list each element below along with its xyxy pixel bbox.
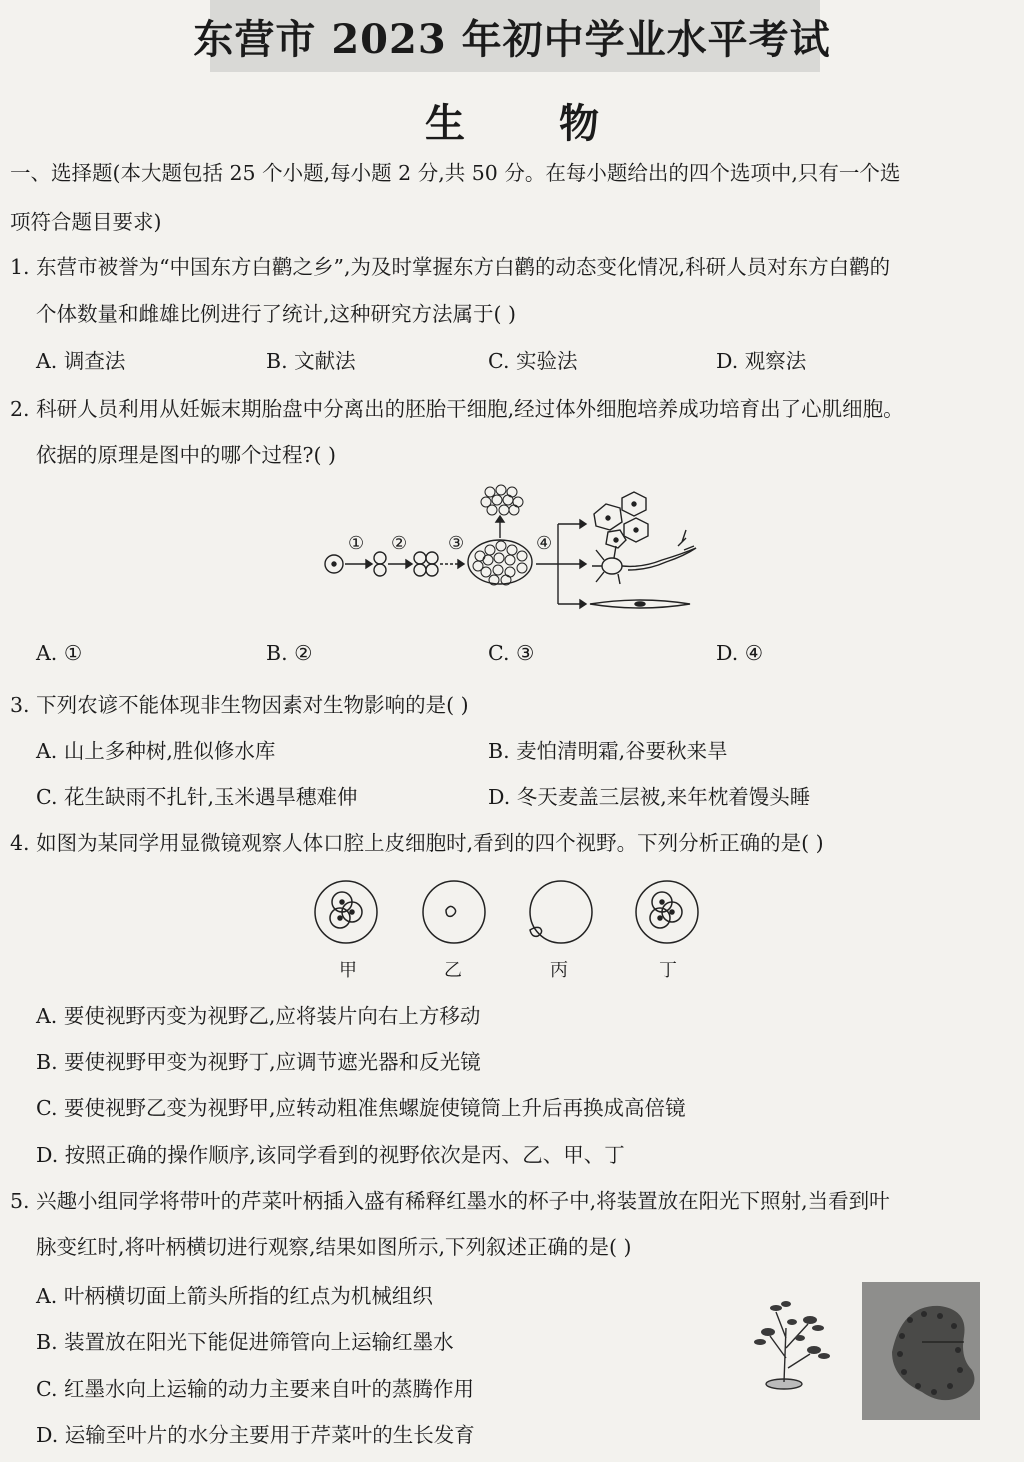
microscope-views-diagram bbox=[312, 878, 704, 950]
q3-option-c: C. 花生缺雨不扎针,玉米遇旱穗难伸 bbox=[36, 785, 358, 809]
section-heading-1: 一、选择题(本大题包括 25 个小题,每小题 2 分,共 50 分。在每小题给出的四个选项中,只有一个选 bbox=[10, 161, 901, 185]
q2-stem-2: 依据的原理是图中的哪个过程?( ) bbox=[36, 443, 337, 467]
q3-option-d: D. 冬天麦盖三层被,来年枕着馒头睡 bbox=[488, 785, 811, 809]
view-label-bing: 丙 bbox=[550, 960, 568, 981]
q2-stem-1: 2. 科研人员利用从妊娠末期胎盘中分离出的胚胎干细胞,经过体外细胞培养成功培育出了心肌细胞。 bbox=[10, 397, 904, 421]
q1-option-c: C. 实验法 bbox=[488, 349, 578, 373]
fig-label-3: ③ bbox=[448, 533, 465, 554]
view-label-jia: 甲 bbox=[339, 960, 357, 981]
fig-label-2: ② bbox=[391, 533, 408, 554]
q5-option-b: B. 装置放在阳光下能促进筛管向上运输红墨水 bbox=[36, 1330, 454, 1354]
q4-option-b: B. 要使视野甲变为视野丁,应调节遮光器和反光镜 bbox=[36, 1050, 481, 1074]
exam-title: 东营市 2023 年初中学业水平考试 bbox=[193, 16, 831, 63]
fig-label-4: ④ bbox=[536, 533, 553, 554]
q4-option-a: A. 要使视野丙变为视野乙,应将装片向右上方移动 bbox=[36, 1004, 481, 1028]
cell-differentiation-diagram bbox=[318, 480, 698, 620]
q4-option-d: D. 按照正确的操作顺序,该同学看到的视野依次是丙、乙、甲、丁 bbox=[36, 1143, 625, 1167]
q1-option-d: D. 观察法 bbox=[716, 349, 807, 373]
q2-option-d: D. ④ bbox=[716, 641, 764, 665]
q5-stem-2: 脉变红时,将叶柄横切进行观察,结果如图所示,下列叙述正确的是( ) bbox=[36, 1235, 632, 1259]
q1-stem-1: 1. 东营市被誉为“中国东方白鹳之乡”,为及时掌握东方白鹳的动态变化情况,科研人员对东方白鹳的 bbox=[10, 255, 891, 279]
q3-option-b: B. 麦怕清明霜,谷要秋来旱 bbox=[488, 739, 728, 763]
q4-stem: 4. 如图为某同学用显微镜观察人体口腔上皮细胞时,看到的四个视野。下列分析正确的是( ) bbox=[10, 831, 824, 855]
celery-in-cup-figure bbox=[746, 1298, 842, 1392]
view-label-ding: 丁 bbox=[659, 960, 677, 981]
subject-title: 生 物 bbox=[425, 100, 639, 147]
q5-option-c: C. 红墨水向上运输的动力主要来自叶的蒸腾作用 bbox=[36, 1377, 474, 1401]
q5-option-d: D. 运输至叶片的水分主要用于芹菜叶的生长发育 bbox=[36, 1423, 475, 1447]
fig-label-1: ① bbox=[348, 533, 365, 554]
section-heading-2: 项符合题目要求) bbox=[10, 210, 162, 234]
petiole-cross-section-photo bbox=[862, 1282, 980, 1420]
q2-option-c: C. ③ bbox=[488, 641, 535, 665]
q1-option-a: A. 调查法 bbox=[36, 349, 126, 373]
q3-option-a: A. 山上多种树,胜似修水库 bbox=[36, 739, 276, 763]
q1-stem-2: 个体数量和雌雄比例进行了统计,这种研究方法属于( ) bbox=[36, 302, 517, 326]
q5-option-a: A. 叶柄横切面上箭头所指的红点为机械组织 bbox=[36, 1284, 433, 1308]
q4-option-c: C. 要使视野乙变为视野甲,应转动粗准焦螺旋使镜筒上升后再换成高倍镜 bbox=[36, 1096, 686, 1120]
q1-option-b: B. 文献法 bbox=[266, 349, 356, 373]
q2-option-a: A. ① bbox=[36, 641, 83, 665]
q5-stem-1: 5. 兴趣小组同学将带叶的芹菜叶柄插入盛有稀释红墨水的杯子中,将装置放在阳光下照射,当看到叶 bbox=[10, 1189, 890, 1213]
q3-stem: 3. 下列农谚不能体现非生物因素对生物影响的是( ) bbox=[10, 693, 469, 717]
view-label-yi: 乙 bbox=[444, 960, 462, 981]
q2-option-b: B. ② bbox=[266, 641, 313, 665]
